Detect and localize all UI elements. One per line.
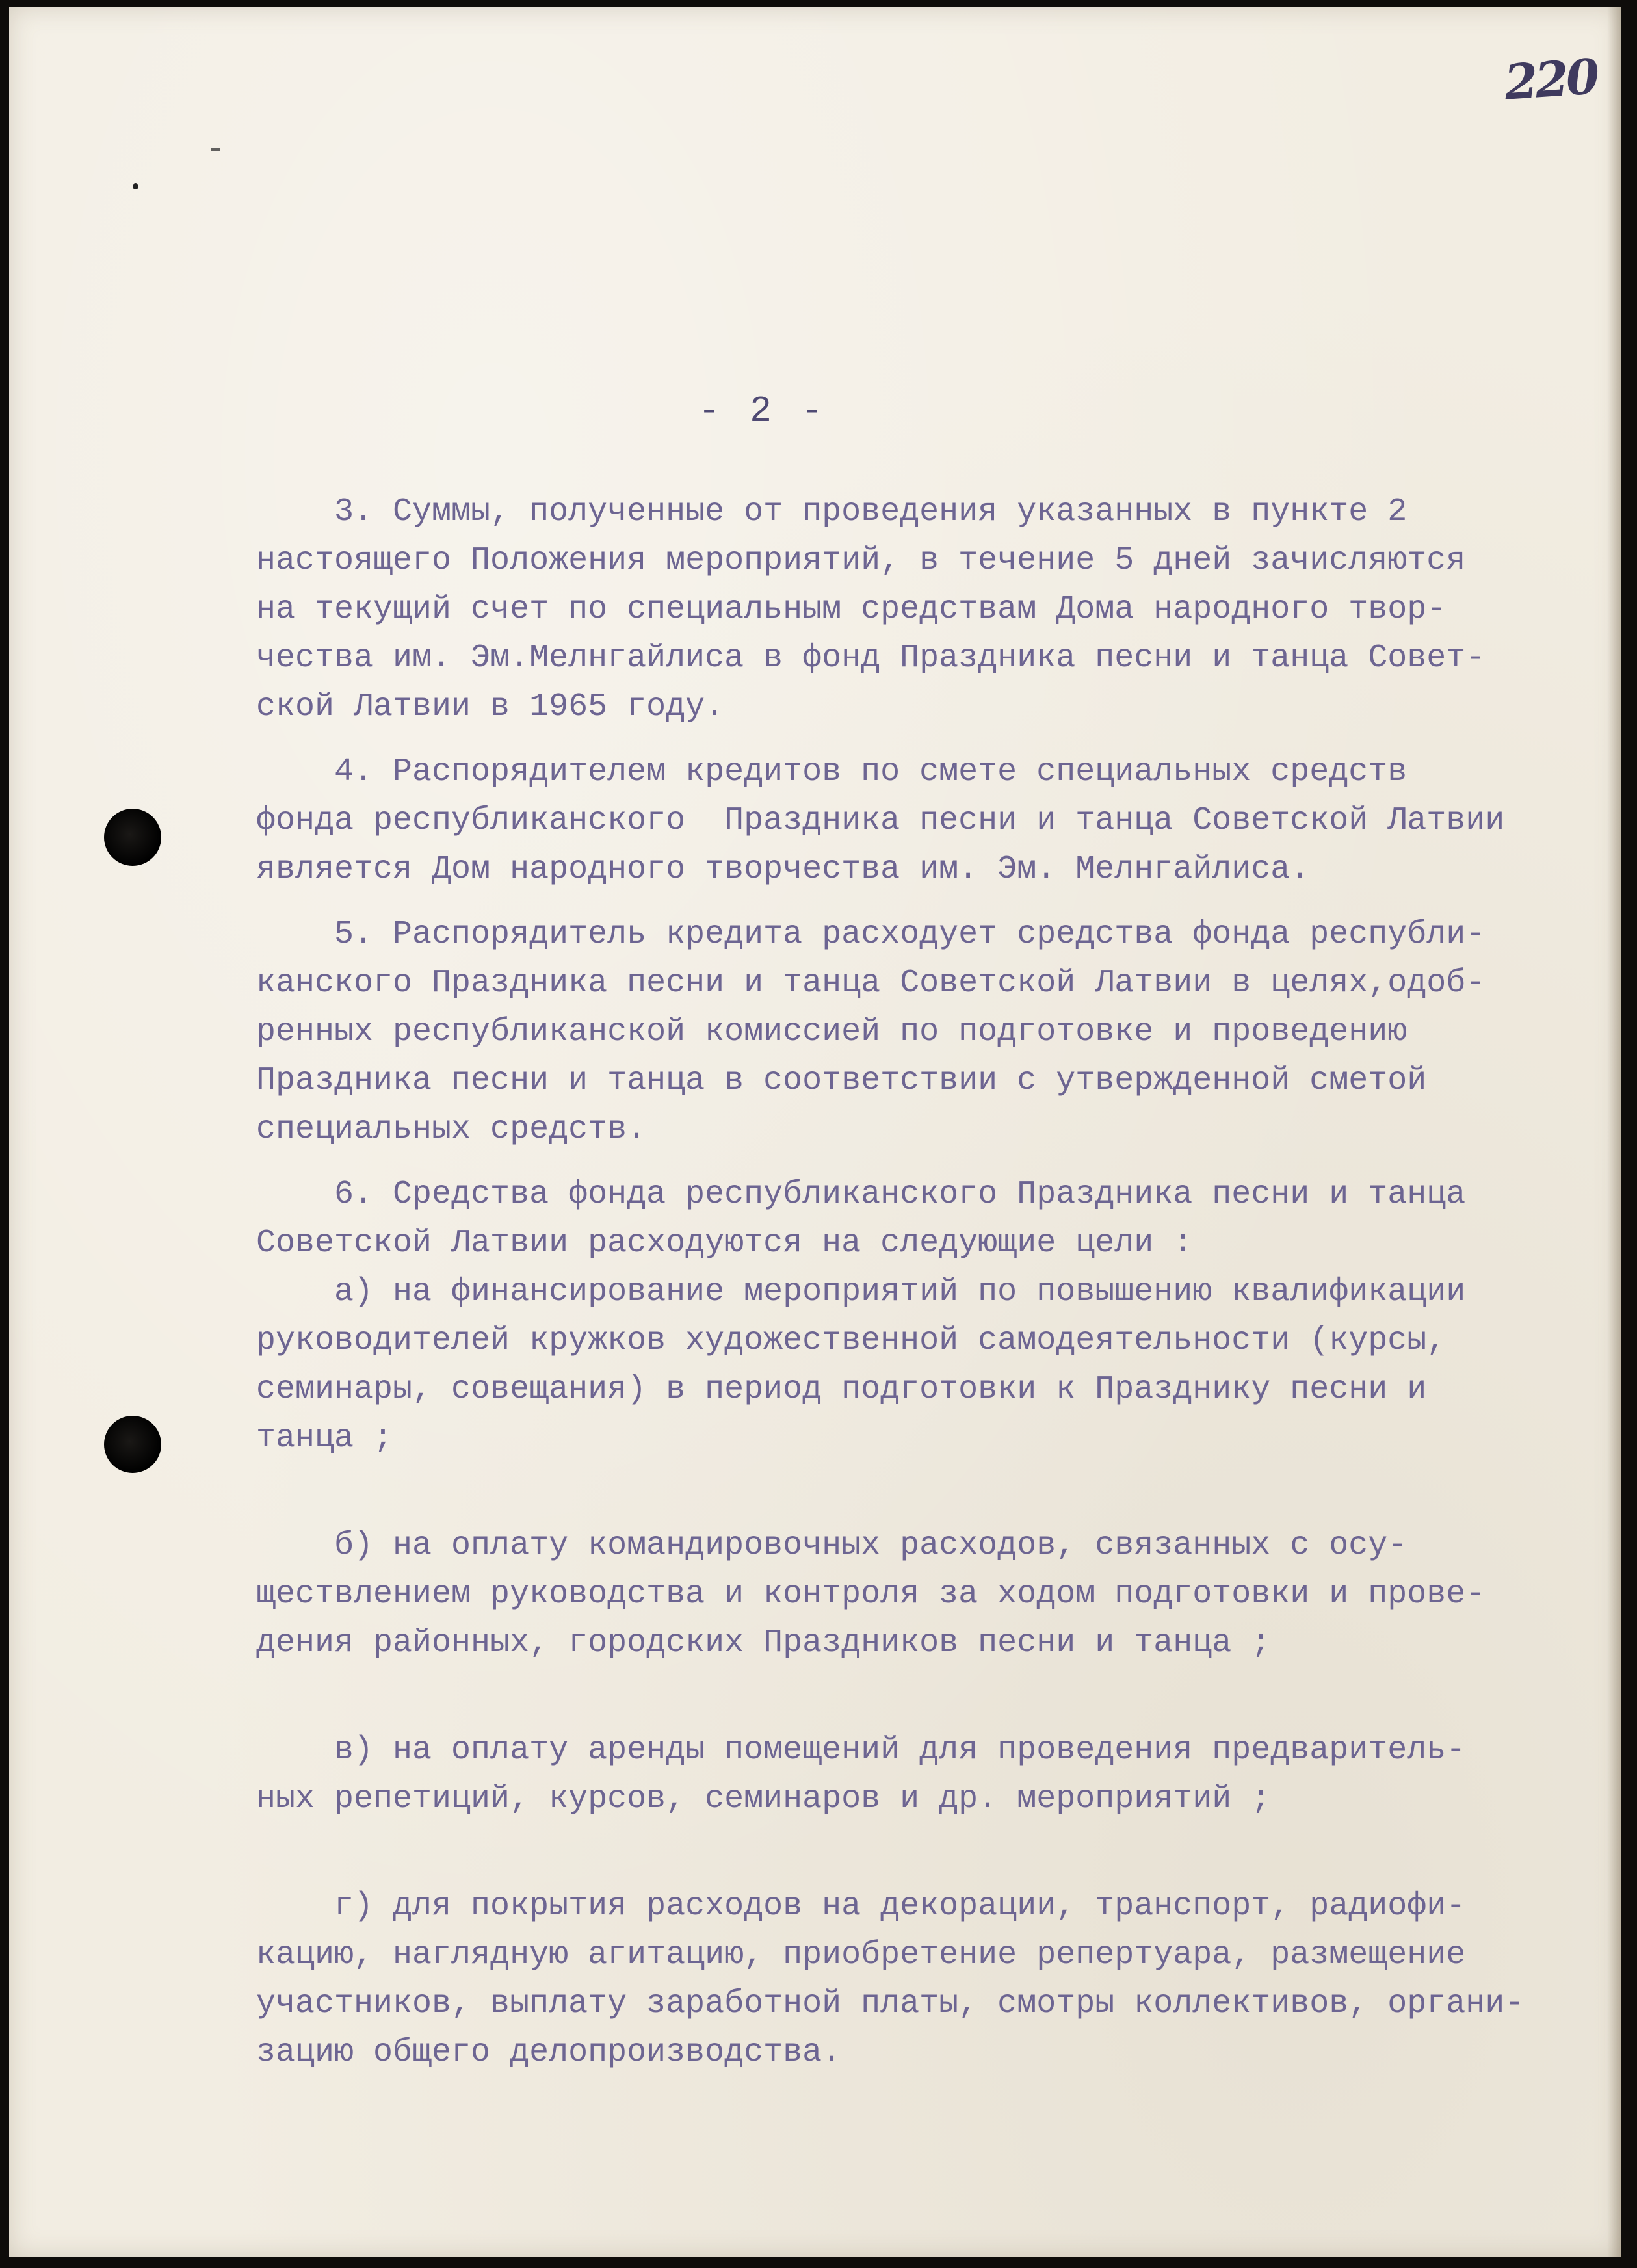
text-line: специальных средств. [256, 1111, 647, 1148]
text-line: 4. Распорядителем кредитов по смете специальных средств [256, 753, 1408, 790]
paragraph-6b [256, 1521, 1524, 1667]
text-line: 5. Распорядитель кредита расходует средства фонда республи- [256, 916, 1486, 953]
text-line: является Дом народного творчества им. Эм. Мелнгайлиса. [256, 851, 1310, 888]
text-line: ществлением руководства и контроля за ходом подготовки и прове- [256, 1576, 1486, 1613]
binder-hole-bottom [104, 1416, 161, 1473]
archive-sheet-number: 220 [1502, 49, 1599, 111]
ink-speck [211, 148, 220, 151]
text-line: а) на финансирование мероприятий по повышению квалификации [256, 1273, 1466, 1310]
ink-speck [133, 183, 138, 189]
text-line: семинары, совещания) в период подготовки к Празднику песни и [256, 1371, 1427, 1408]
text-line: канского Праздника песни и танца Советской Латвии в целях,одоб- [256, 965, 1486, 1002]
text-line: на текущий счет по специальным средствам Дома народного твор- [256, 591, 1447, 628]
paragraph-6 [256, 1170, 1524, 1268]
text-line: фонда республиканского Праздника песни и танца Советской Латвии [256, 802, 1505, 839]
paragraph-6v [256, 1726, 1524, 1823]
page-number: - 2 - [698, 390, 828, 432]
paragraph-6a [256, 1268, 1524, 1463]
paragraph-5 [256, 910, 1524, 1154]
text-line: дения районных, городских Праздников песни и танца ; [256, 1624, 1271, 1662]
text-line: г) для покрытия расходов на декорации, транспорт, радиофи- [256, 1888, 1466, 1925]
paragraph-4 [256, 748, 1524, 894]
paragraph-3 [256, 488, 1524, 731]
document-page [9, 7, 1621, 2257]
text-line: ных репетиций, курсов, семинаров и др. мероприятий ; [256, 1780, 1271, 1818]
binder-hole-top [104, 809, 161, 866]
text-line: Праздника песни и танца в соответствии с утвержденной сметой [256, 1062, 1427, 1099]
text-line: кацию, наглядную агитацию, приобретение репертуара, размещение [256, 1936, 1466, 1974]
text-line: в) на оплату аренды помещений для проведения предваритель- [256, 1732, 1466, 1769]
text-line: 6. Средства фонда республиканского Праздника песни и танца [256, 1176, 1466, 1213]
page-edge-shadow [1607, 7, 1621, 2257]
text-line: танца ; [256, 1420, 393, 1457]
text-line: зацию общего делопроизводства. [256, 2034, 842, 2071]
text-line: Советской Латвии расходуются на следующие цели : [256, 1225, 1193, 1262]
text-line: ренных республиканской комиссией по подготовке и проведению [256, 1013, 1408, 1050]
text-line: б) на оплату командировочных расходов, связанных с осу- [256, 1527, 1408, 1564]
document-body [256, 488, 1524, 2077]
text-line: ской Латвии в 1965 году. [256, 688, 725, 725]
paragraph-6g [256, 1882, 1524, 2077]
text-line: чества им. Эм.Мелнгайлиса в фонд Праздника песни и танца Совет- [256, 640, 1486, 677]
text-line: руководителей кружков художественной самодеятельности (курсы, [256, 1322, 1447, 1359]
text-line: настоящего Положения мероприятий, в течение 5 дней зачисляются [256, 542, 1466, 579]
text-line: участников, выплату заработной платы, смотры коллективов, органи- [256, 1985, 1525, 2022]
text-line: 3. Суммы, полученные от проведения указанных в пункте 2 [256, 493, 1408, 530]
